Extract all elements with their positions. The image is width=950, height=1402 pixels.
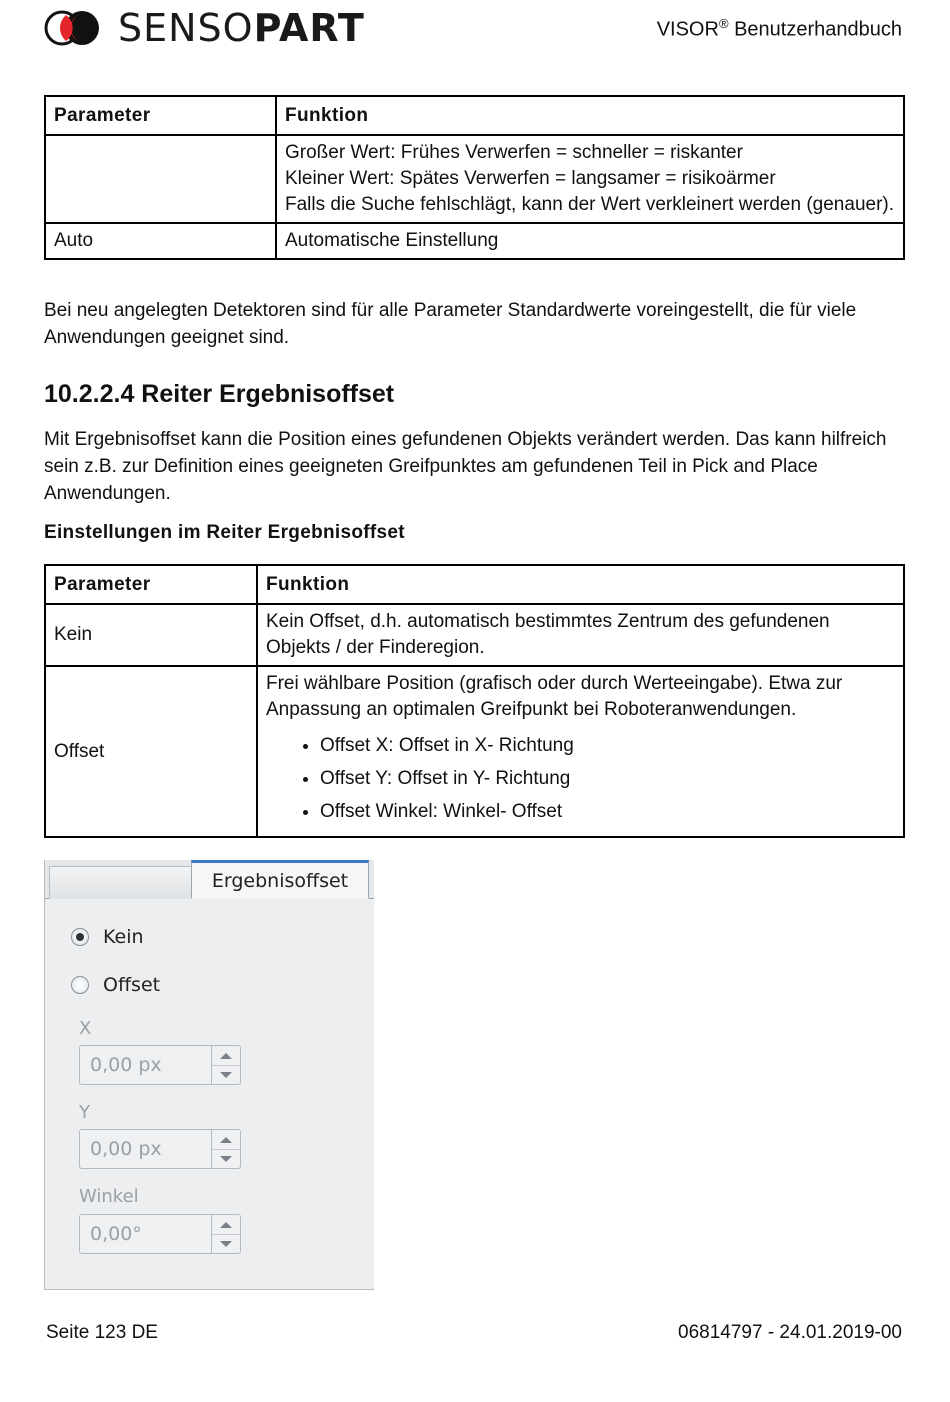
column-header: Funktion [257,565,904,604]
spin-value: 0,00° [90,1223,142,1245]
list-item: • Offset Winkel: Winkel- Offset [320,799,895,825]
radio-offset[interactable] [71,974,160,996]
arrow-up-icon [220,1222,232,1228]
table-cell [45,135,276,223]
radio-unselected-icon[interactable] [71,976,89,994]
table-cell: Kein [45,604,257,666]
list-item: • Offset X: Offset in X- Richtung [320,733,895,759]
table-header-row [45,96,904,135]
x-offset-spinbox[interactable] [79,1045,241,1085]
table-caption: Einstellungen im Reiter Ergebnisoffset [44,522,405,543]
radio-selected-icon[interactable] [71,928,89,946]
spin-up-button[interactable] [212,1046,240,1066]
list-item: • Offset Y: Offset in Y- Richtung [320,766,895,792]
table-header-row [45,565,904,604]
table-cell [276,135,904,223]
field-label-winkel: Winkel [79,1186,139,1207]
spin-buttons [211,1215,240,1253]
table-cell [257,666,904,837]
ergebnisoffset-panel-screenshot [44,860,374,1290]
table-row [45,223,904,259]
spin-down-button[interactable] [212,1065,240,1084]
tab-bar [45,860,374,899]
table-row [45,135,904,223]
paragraph-defaults: Bei neu angelegten Detektoren sind für alle Parameter Standardwerte voreingestellt, die für viele Anwendungen geeignet sind. [44,300,857,348]
table-row [45,604,904,666]
tab-ergebnisoffset[interactable]: Ergebnisoffset [191,860,369,899]
spin-value: 0,00 px [90,1138,162,1160]
bullet-list [266,733,895,825]
field-label-x: X [79,1018,92,1039]
radio-label: Offset [103,974,161,996]
section-intro: Mit Ergebnisoffset kann die Position eines gefundenen Objekts verändert werden. Das kann hilfreich sein z.B. zur Definition eines geeigneten Greifpunktes am gefundenen Teil in Pick and Place Anwendungen. [44,429,887,504]
spin-value: 0,00 px [90,1054,162,1076]
spin-buttons [211,1046,240,1084]
column-header: Parameter [45,96,276,135]
arrow-down-icon [220,1241,232,1247]
spin-down-button[interactable] [212,1234,240,1253]
arrow-down-icon [220,1156,232,1162]
angle-offset-spinbox[interactable] [79,1214,241,1254]
table-cell: Offset [45,666,257,837]
cell-line: Großer Wert: Frühes Verwerfen = schneller = riskanter [285,142,743,163]
cell-line: Kleiner Wert: Spätes Verwerfen = langsamer = risikoärmer [285,168,776,189]
logo-wordmark: SENSOPART [118,6,365,50]
radio-kein[interactable] [71,926,144,948]
cell-line: Falls die Suche fehlschlägt, kann der Wert verkleinert werden (genauer). [285,194,895,215]
logo-circles-icon [44,10,102,46]
spin-buttons [211,1130,240,1168]
spin-up-button[interactable] [212,1130,240,1150]
table-row [45,666,904,837]
page-number: Seite 123 DE [46,1322,158,1343]
tab-inactive[interactable] [49,866,193,899]
arrow-up-icon [220,1053,232,1059]
cell-text: Frei wählbare Position (grafisch oder durch Werteeingabe). Etwa zur Anpassung an optimalen Greifpunkt bei Roboteranwendungen. [266,673,843,720]
arrow-up-icon [220,1137,232,1143]
table-cell: Automatische Einstellung [276,223,904,259]
document-title: VISOR® Benutzerhandbuch [656,16,902,41]
radio-label: Kein [103,926,144,948]
table-cell: Auto [45,223,276,259]
parameter-table-1 [44,95,905,260]
sensopart-logo [44,8,365,48]
arrow-down-icon [220,1072,232,1078]
table-cell: Kein Offset, d.h. automatisch bestimmtes Zentrum des gefundenen Objekts / der Finderegion. [257,604,904,666]
parameter-table-2 [44,564,905,838]
section-heading: 10.2.2.4 Reiter Ergebnisoffset [44,380,395,408]
y-offset-spinbox[interactable] [79,1129,241,1169]
column-header: Parameter [45,565,257,604]
field-label-y: Y [79,1102,90,1123]
spin-up-button[interactable] [212,1215,240,1235]
spin-down-button[interactable] [212,1149,240,1168]
column-header: Funktion [276,96,904,135]
document-number: 06814797 - 24.01.2019-00 [678,1322,902,1343]
